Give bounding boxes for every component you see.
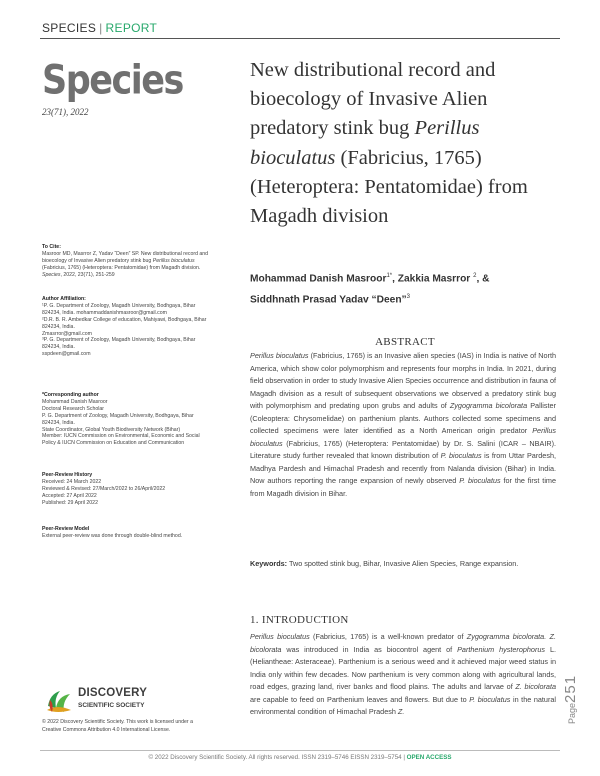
- review-history-block: [42, 472, 212, 507]
- history-heading: Peer-Review History: [42, 472, 93, 478]
- affil-2: ²D.R. B. R. Ambedkar College of education, Mahiyawi, Bodhgaya, Bihar 824234, India.: [42, 316, 207, 330]
- abs-text-4: is from Uttar Pardesh, Madhya Pardesh and Himachal Pradesh and recently from Nalanda division (Bihar) in India. Now authors reporting the range expansion of newly observed: [250, 451, 556, 486]
- intro-text-1: (Fabricius, 1765) is a well-known predator of: [309, 632, 467, 641]
- intro-italic-3: Parthenium hysterophorus: [457, 644, 546, 654]
- author-2-sup: 2: [473, 273, 477, 279]
- corr-coordinator: State Coordinator, Global Youth Biodiversity Network (Bihar): [42, 426, 181, 433]
- affil-heading: Author Affiliation:: [42, 296, 86, 302]
- corr-member: Member: IUCN Commission on Environmental, Economic and Social Policy & IUCN Commission on Education and Communication: [42, 433, 200, 447]
- author-3: Siddhnath Prasad Yadav “Deen”: [250, 294, 407, 306]
- review-model-block: [42, 526, 212, 540]
- affiliation-block: [42, 296, 212, 358]
- history-published: Published: 29 April 2022: [42, 499, 98, 506]
- affil-2-email: Zmasrror@gmail.com: [42, 330, 92, 337]
- section-label: REPORT: [105, 21, 158, 35]
- journal-logo: Species: [42, 58, 183, 104]
- author-sep: , &: [476, 273, 490, 285]
- abs-text-3: (Fabricius, 1765) (Heteroptera: Pentatomidae) by Dr. S. Salini (ICAR – NBAIR). Literature study further revealed that known distribution of: [250, 438, 556, 461]
- footer-text: © 2022 Discovery Scientific Society. All rights reserved. ISSN 2319–5746 EISSN 2319–5754 |: [148, 754, 405, 761]
- page-label: Page: [567, 702, 577, 724]
- history-received: Received: 24 March 2022: [42, 478, 102, 485]
- affil-3: ³P. G. Department of Zoology, Magadh University, Bodhgaya, Bihar 824234, India.: [42, 337, 196, 351]
- publisher-subname: SCIENTIFIC SOCIETY: [78, 702, 145, 709]
- discovery-logo-icon: [44, 686, 74, 716]
- intro-italic-4: Z. bicolorata: [515, 682, 556, 692]
- title-text: New distributional record and bioecology of Invasive Alien predatory stink bug: [250, 59, 496, 140]
- history-accepted: Accepted: 27 April 2022: [42, 492, 97, 499]
- affil-3-email: sspdeen@gmail.com: [42, 351, 91, 358]
- cite-text-c: , 2022, 23(71), 251-259: [60, 271, 115, 278]
- corr-heading: *Corresponding author: [42, 392, 99, 398]
- article-title: [250, 56, 560, 231]
- model-text: External peer-review was done through double-blind method.: [42, 532, 183, 539]
- license-line-1: © 2022 Discovery Scientific Society. This work is licensed under a: [42, 719, 193, 725]
- intro-italic-1: Perillus bioculatus: [250, 632, 310, 641]
- header-divider: [40, 38, 560, 39]
- corr-dept: P. G. Department of Zoology, Magadh University, Bodhgaya, Bihar 824234, India.: [42, 412, 194, 426]
- page-value: 251: [562, 674, 579, 703]
- abstract-heading: ABSTRACT: [375, 336, 435, 348]
- keywords: [250, 558, 556, 571]
- abs-text-1: (Fabricius, 1765) is an Invasive alien species (IAS) in India is native of North America, which show color polymorphism and represents four morphs in India. In 2021, during field observation in order to study Invasive Alien Species occurrence and distribution in fauna of Magadh division as a result of subsequent observations we observed a predatory stink bug with polymorphism and predating upon grubs and adults of: [250, 351, 556, 411]
- cite-journal: Species: [42, 271, 61, 278]
- cite-text: [42, 251, 212, 279]
- author-2: , Zakkia Masrror: [392, 273, 474, 285]
- abstract-text: [250, 350, 556, 501]
- cite-text-a: Masroor MD, Masrror Z, Yadav “Deen” SP. New distributional record and bioecology of Invasive Alien predatory stink bug: [42, 250, 209, 264]
- citation-block: [42, 244, 212, 279]
- cite-text-b: (Fabricius, 1765) (Heteroptera: Pentatomidae) from Magadh division.: [42, 264, 201, 271]
- cite-species: Perillus bioculatus: [152, 257, 195, 264]
- page-number: [562, 675, 580, 724]
- intro-italic-6: Z.: [397, 707, 405, 717]
- intro-heading: 1. INTRODUCTION: [250, 614, 349, 626]
- header-separator: |: [99, 21, 103, 35]
- abs-italic-5: P. bioculatus: [459, 476, 501, 486]
- corr-name: Mohammad Danish Masroor: [42, 398, 108, 405]
- intro-text-2: was introduced in India as biocontrol agent of: [281, 644, 458, 654]
- author-1-sup: 1*: [386, 273, 393, 279]
- footer: [0, 754, 600, 761]
- corr-role: Doctoral Research Scholar: [42, 405, 104, 412]
- intro-text-4: are capable to feed on Parthenium leaves and flowers. But due to: [250, 694, 470, 704]
- journal-name: SPECIES: [42, 21, 97, 35]
- abs-italic-1: Perillus bioculatus: [250, 351, 309, 360]
- keywords-label: Keywords:: [250, 559, 288, 568]
- intro-text: [250, 631, 556, 743]
- intro-italic-2: Zygogramma bicolorata. Z. bicolorata: [250, 632, 556, 654]
- intro-italic-5: P. bioculatus: [469, 694, 511, 704]
- license-line-2: Creative Commons Attribution 4.0 International License.: [42, 726, 171, 733]
- history-reviewed: Reviewed & Revised: 27/March/2022 to 26/April/2022: [42, 485, 166, 492]
- abs-text-5: for the first time from Magadh division in Bihar.: [250, 476, 557, 499]
- abs-text-2: Pallister (Coleoptera: Chrysomelidae) on parthenium plants. Authors collected some specimens and collected specimens were later identified as a North American origin predator: [250, 401, 556, 436]
- abs-italic-4: P. bioculatus: [440, 451, 482, 461]
- corresponding-author-block: [42, 392, 212, 447]
- intro-text-5: in the natural environmental condition of Himachal Pradesh: [250, 694, 556, 717]
- volume-info: 23(71), 2022: [42, 107, 89, 117]
- intro-text-3: L. (Heliantheae: Asteraceae). Parthenium is a serious weed and it achieved major weed status in India only within few decades. Now parthenium is very common along with agricultural lands, road edges, grazing land, river banks and flood plains. The adults and larvae of: [250, 644, 556, 692]
- title-species: Perillus bioculatus: [250, 117, 480, 169]
- model-heading: Peer-Review Model: [42, 526, 90, 532]
- open-access-label: OPEN ACCESS: [404, 754, 452, 761]
- license-text: [42, 719, 242, 734]
- keywords-text: Two spotted stink bug, Bihar, Invasive Alien Species, Range expansion.: [287, 559, 519, 568]
- title-text-end: (Fabricius, 1765) (Heteroptera: Pentatomidae) from Magadh division: [250, 146, 528, 228]
- cite-heading: To Cite:: [42, 244, 61, 250]
- journal-header: [42, 21, 157, 35]
- author-list: [250, 267, 560, 310]
- footer-divider: [40, 750, 560, 751]
- publisher-name: DISCOVERY: [78, 687, 148, 699]
- author-3-sup: 3: [406, 294, 410, 301]
- affil-1: ¹P. G. Department of Zoology, Magadh University, Bodhgaya, Bihar 824234, India. mohammaddanishmasroor@gmail.com: [42, 302, 196, 316]
- abs-italic-2: Zygogramma bicolorata: [449, 401, 528, 411]
- abs-italic-3: Perillus bioculatus: [250, 426, 556, 448]
- author-1: Mohammad Danish Masroor: [250, 273, 387, 285]
